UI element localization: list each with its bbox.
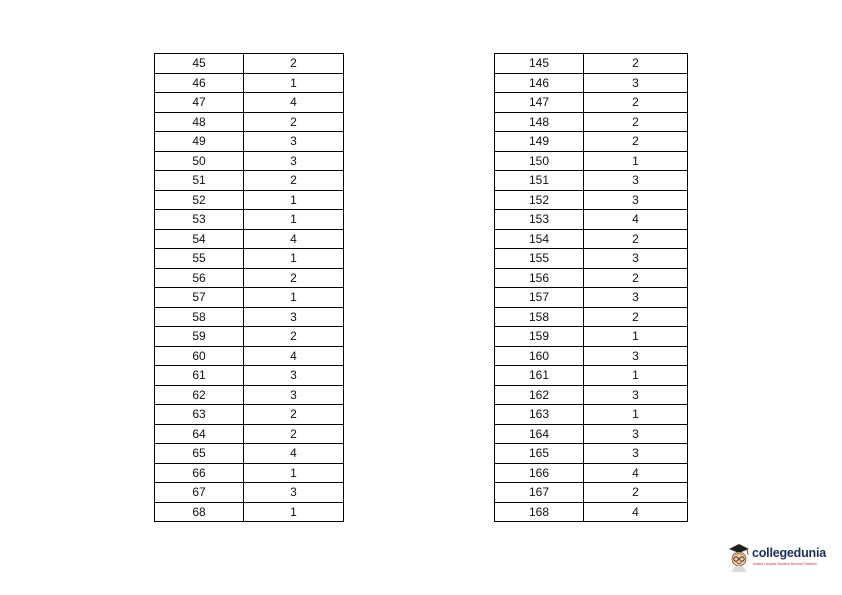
question-number-cell: 52 [155, 190, 244, 210]
answer-cell: 4 [584, 463, 688, 483]
answer-cell: 2 [244, 171, 344, 191]
table-row [155, 112, 344, 132]
table-row [495, 288, 688, 308]
table-row [155, 502, 344, 522]
table-row [495, 93, 688, 113]
table-row [155, 288, 344, 308]
question-number-cell: 63 [155, 405, 244, 425]
table-row [155, 327, 344, 347]
question-number-cell: 162 [495, 385, 584, 405]
question-number-cell: 55 [155, 249, 244, 269]
question-number-cell: 54 [155, 229, 244, 249]
answer-key-table-right [494, 53, 688, 522]
answer-cell: 4 [584, 502, 688, 522]
question-number-cell: 160 [495, 346, 584, 366]
logo-tagline: India's Largest Student Review Platform [753, 562, 817, 566]
table-row [495, 171, 688, 191]
question-number-cell: 65 [155, 444, 244, 464]
answer-cell: 4 [244, 444, 344, 464]
question-number-cell: 150 [495, 151, 584, 171]
table-row [155, 73, 344, 93]
answer-cell: 3 [584, 444, 688, 464]
answer-cell: 2 [244, 54, 344, 74]
answer-cell: 2 [584, 307, 688, 327]
answer-cell: 2 [244, 112, 344, 132]
answer-cell: 1 [244, 73, 344, 93]
question-number-cell: 45 [155, 54, 244, 74]
table-row [155, 444, 344, 464]
answer-cell: 2 [584, 229, 688, 249]
answer-key-left-body [155, 54, 344, 522]
table-row [155, 385, 344, 405]
question-number-cell: 51 [155, 171, 244, 191]
table-row [495, 366, 688, 386]
answer-cell: 1 [244, 249, 344, 269]
table-row [495, 444, 688, 464]
answer-cell: 1 [244, 288, 344, 308]
question-number-cell: 147 [495, 93, 584, 113]
table-row [495, 405, 688, 425]
answer-key-right-body [495, 54, 688, 522]
table-row [495, 112, 688, 132]
question-number-cell: 46 [155, 73, 244, 93]
table-row [495, 151, 688, 171]
answer-cell: 1 [584, 327, 688, 347]
question-number-cell: 48 [155, 112, 244, 132]
question-number-cell: 152 [495, 190, 584, 210]
answer-cell: 3 [244, 366, 344, 386]
answer-cell: 2 [584, 93, 688, 113]
table-row [495, 268, 688, 288]
question-number-cell: 163 [495, 405, 584, 425]
answer-cell: 1 [244, 502, 344, 522]
table-row [155, 132, 344, 152]
logo-wordmark: collegedunia [752, 546, 827, 560]
question-number-cell: 154 [495, 229, 584, 249]
answer-cell: 2 [244, 268, 344, 288]
table-row [155, 249, 344, 269]
answer-cell: 2 [244, 327, 344, 347]
question-number-cell: 146 [495, 73, 584, 93]
question-number-cell: 161 [495, 366, 584, 386]
question-number-cell: 50 [155, 151, 244, 171]
question-number-cell: 145 [495, 54, 584, 74]
answer-cell: 3 [244, 483, 344, 503]
table-row [495, 307, 688, 327]
table-row [495, 463, 688, 483]
answer-cell: 2 [244, 424, 344, 444]
table-row [495, 483, 688, 503]
question-number-cell: 53 [155, 210, 244, 230]
question-number-cell: 68 [155, 502, 244, 522]
answer-cell: 3 [584, 385, 688, 405]
question-number-cell: 157 [495, 288, 584, 308]
table-row [495, 249, 688, 269]
table-row [155, 171, 344, 191]
question-number-cell: 66 [155, 463, 244, 483]
answer-cell: 4 [244, 346, 344, 366]
answer-cell: 1 [244, 210, 344, 230]
question-number-cell: 58 [155, 307, 244, 327]
question-number-cell: 67 [155, 483, 244, 503]
table-row [155, 405, 344, 425]
answer-cell: 3 [244, 385, 344, 405]
question-number-cell: 148 [495, 112, 584, 132]
answer-cell: 3 [584, 73, 688, 93]
table-row [155, 268, 344, 288]
question-number-cell: 56 [155, 268, 244, 288]
table-row [155, 210, 344, 230]
graduate-mascot-icon [727, 542, 753, 572]
answer-cell: 1 [584, 405, 688, 425]
collegedunia-logo [727, 542, 835, 572]
question-number-cell: 62 [155, 385, 244, 405]
answer-cell: 2 [584, 54, 688, 74]
table-row [495, 190, 688, 210]
answer-cell: 3 [584, 249, 688, 269]
answer-cell: 2 [584, 112, 688, 132]
table-row [155, 346, 344, 366]
question-number-cell: 159 [495, 327, 584, 347]
table-row [495, 132, 688, 152]
answer-cell: 2 [244, 405, 344, 425]
answer-cell: 1 [244, 190, 344, 210]
table-row [495, 54, 688, 74]
answer-cell: 3 [584, 190, 688, 210]
question-number-cell: 165 [495, 444, 584, 464]
answer-cell: 4 [584, 210, 688, 230]
answer-cell: 3 [584, 424, 688, 444]
table-row [155, 190, 344, 210]
question-number-cell: 60 [155, 346, 244, 366]
question-number-cell: 168 [495, 502, 584, 522]
table-row [495, 346, 688, 366]
table-row [495, 327, 688, 347]
question-number-cell: 57 [155, 288, 244, 308]
table-row [495, 385, 688, 405]
table-row [495, 73, 688, 93]
question-number-cell: 156 [495, 268, 584, 288]
answer-cell: 1 [244, 463, 344, 483]
table-row [495, 502, 688, 522]
table-row [155, 151, 344, 171]
question-number-cell: 151 [495, 171, 584, 191]
answer-cell: 3 [584, 171, 688, 191]
question-number-cell: 166 [495, 463, 584, 483]
answer-cell: 3 [584, 288, 688, 308]
table-row [155, 483, 344, 503]
answer-cell: 4 [244, 229, 344, 249]
answer-cell: 3 [244, 132, 344, 152]
table-row [155, 229, 344, 249]
table-row [495, 229, 688, 249]
table-row [155, 463, 344, 483]
answer-cell: 2 [584, 268, 688, 288]
table-row [155, 307, 344, 327]
answer-key-table-left [154, 53, 344, 522]
answer-cell: 3 [584, 346, 688, 366]
table-row [155, 93, 344, 113]
question-number-cell: 47 [155, 93, 244, 113]
table-row [155, 366, 344, 386]
question-number-cell: 155 [495, 249, 584, 269]
answer-cell: 3 [244, 151, 344, 171]
question-number-cell: 149 [495, 132, 584, 152]
table-row [495, 424, 688, 444]
question-number-cell: 61 [155, 366, 244, 386]
table-row [495, 210, 688, 230]
question-number-cell: 164 [495, 424, 584, 444]
table-row [155, 54, 344, 74]
question-number-cell: 158 [495, 307, 584, 327]
question-number-cell: 59 [155, 327, 244, 347]
question-number-cell: 153 [495, 210, 584, 230]
answer-cell: 2 [584, 132, 688, 152]
question-number-cell: 64 [155, 424, 244, 444]
question-number-cell: 167 [495, 483, 584, 503]
answer-cell: 1 [584, 151, 688, 171]
answer-cell: 3 [244, 307, 344, 327]
answer-cell: 2 [584, 483, 688, 503]
answer-cell: 1 [584, 366, 688, 386]
question-number-cell: 49 [155, 132, 244, 152]
answer-cell: 4 [244, 93, 344, 113]
table-row [155, 424, 344, 444]
